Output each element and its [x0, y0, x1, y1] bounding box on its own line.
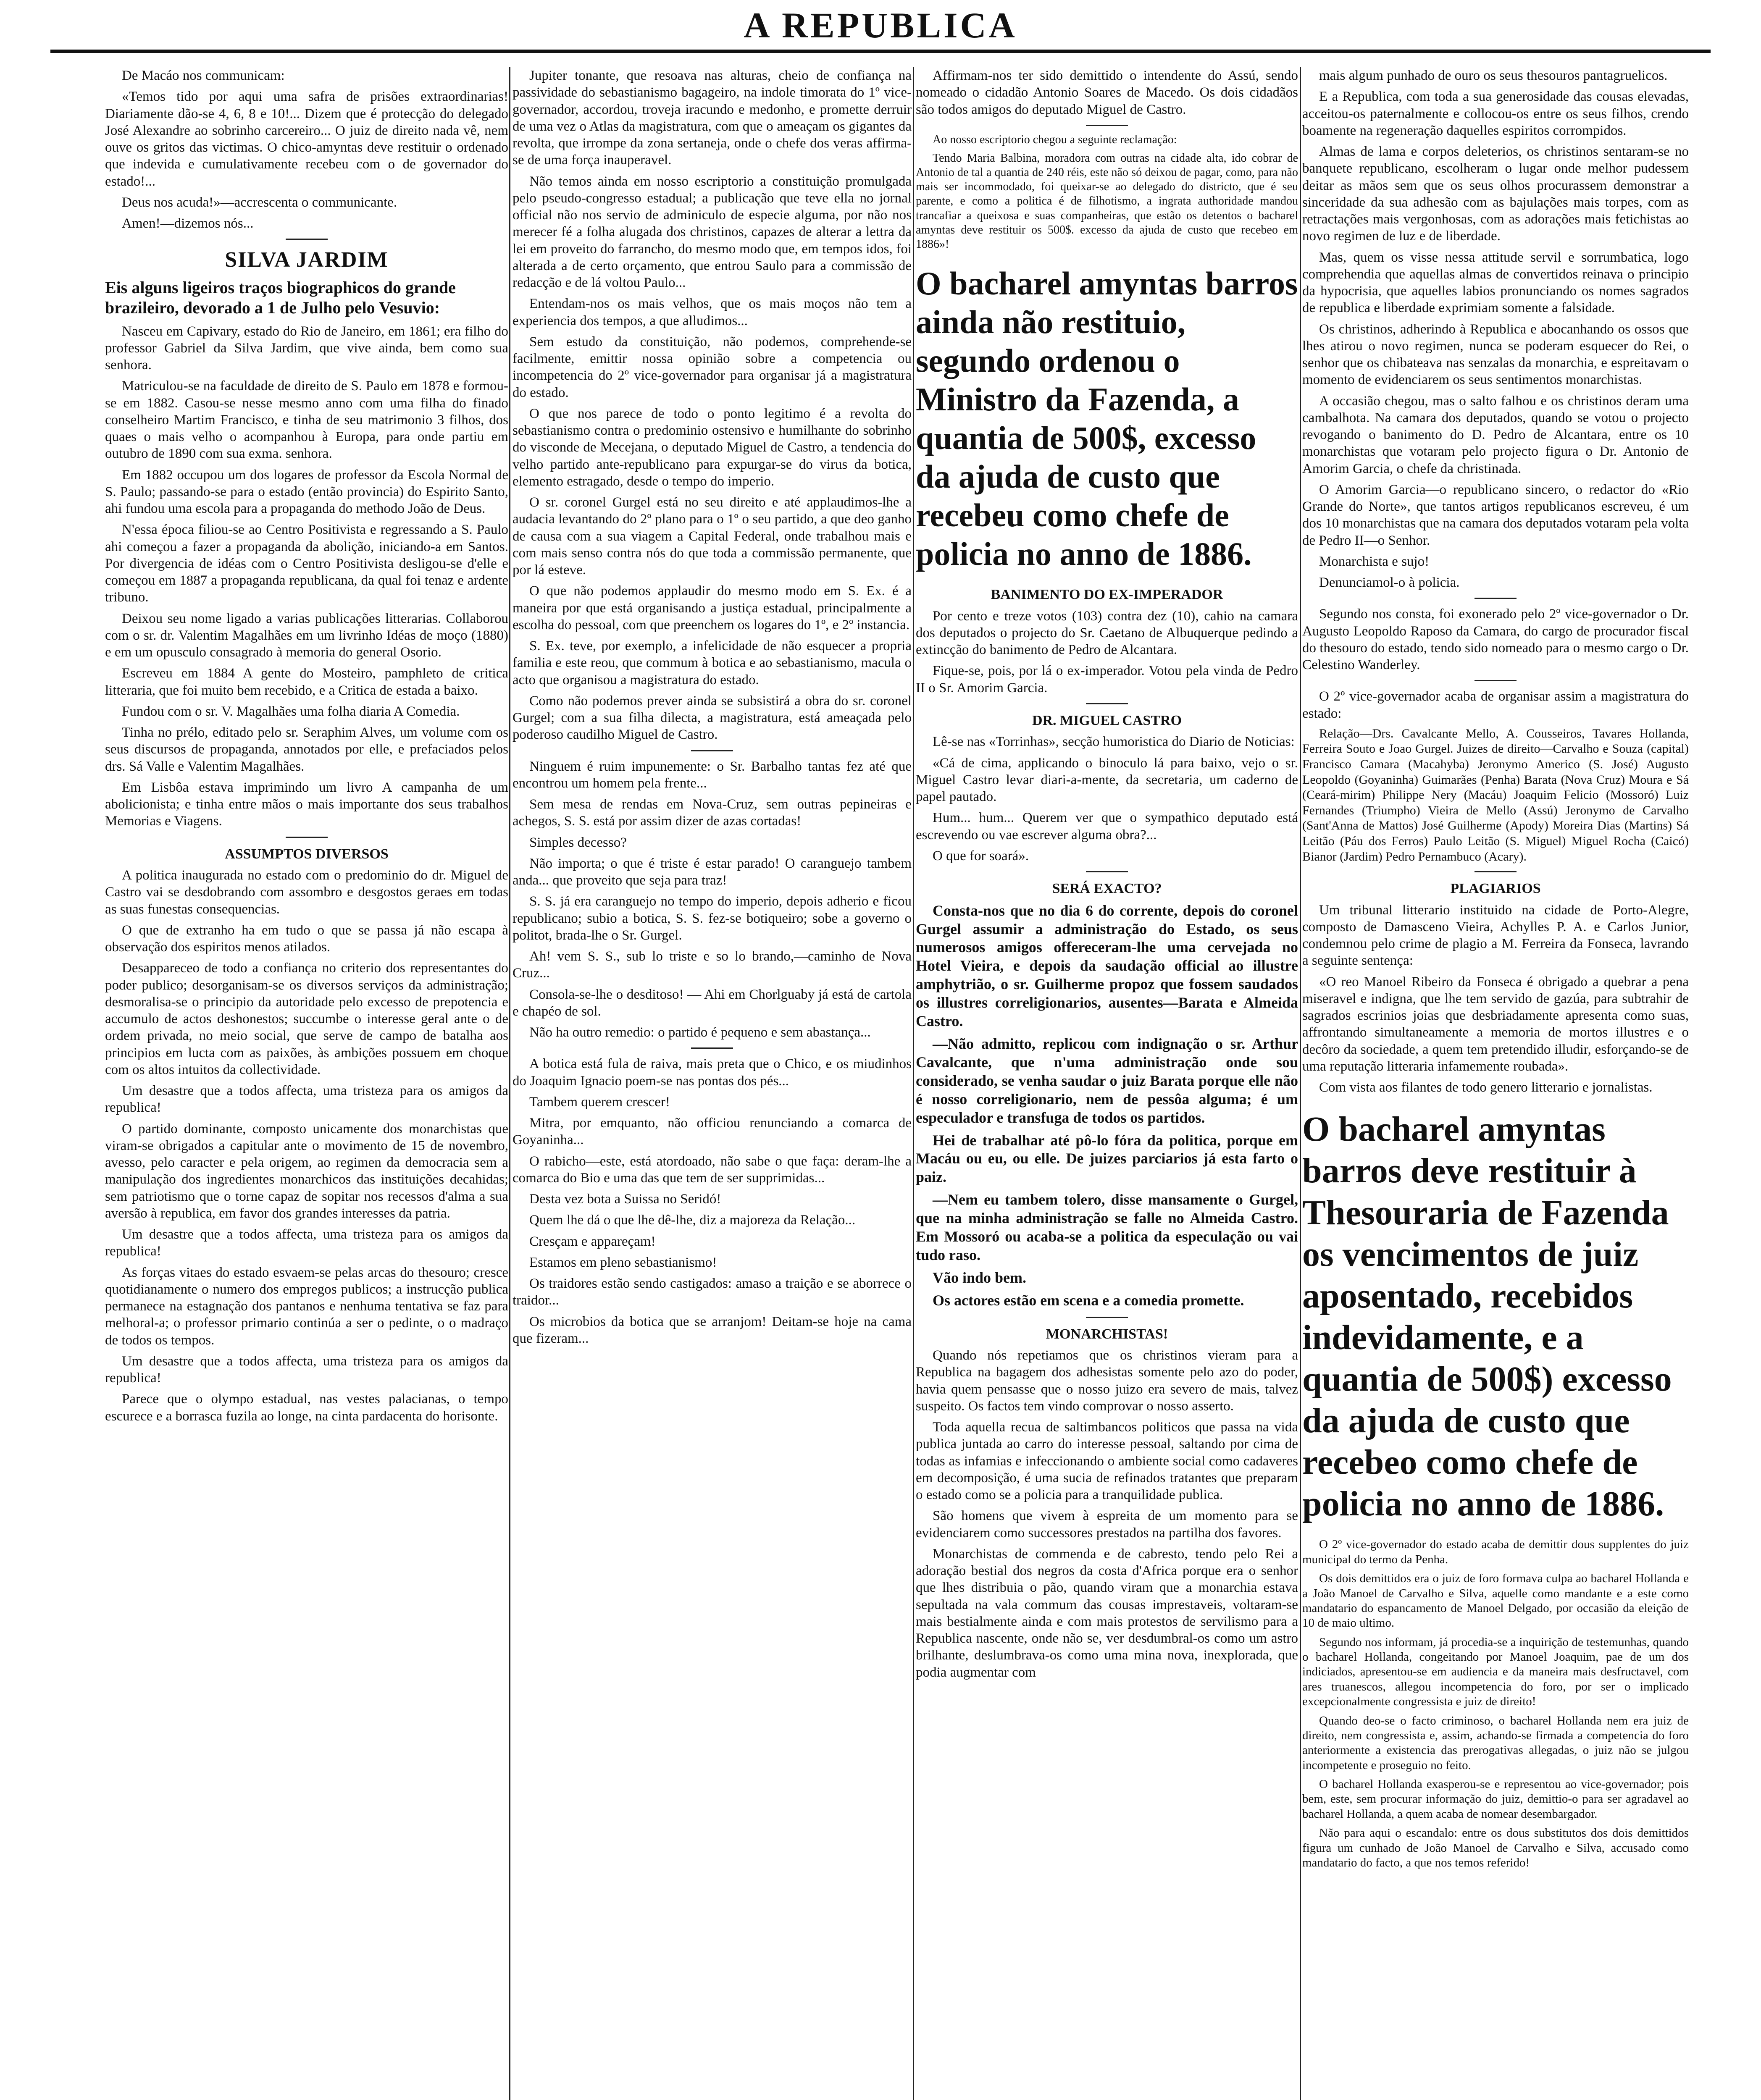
paragraph: Um desastre que a todos affecta, uma tristeza para os amigos da republica!: [105, 1227, 508, 1259]
divider: [286, 837, 328, 838]
divider: [1086, 871, 1128, 872]
paragraph: Segundo nos consta, foi exonerado pelo 2º vice-governador o Dr. Augusto Leopoldo Raposo da Camara, do cargo de procurador fiscal do thesouro do estado, tendo sido nomeado para o mesmo cargo o Dr. Celestino Wanderley.: [1302, 606, 1689, 672]
paragraph: Hei de trabalhar até pô-lo fóra da politica, porque em Macáu ou eu, ou elle. De juizes parciarios já esta farto o paiz.: [916, 1131, 1298, 1186]
paragraph: Parece que o olympo estadual, nas vestes palacianas, o tempo escurece e a borrasca fuzila ao longe, na cinta pardacenta do horisonte.: [105, 1391, 508, 1424]
paragraph: Deus nos acuda!»—accrescenta o communicante.: [122, 194, 397, 210]
paragraph: As forças vitaes do estado esvaem-se pelas arcas do thesouro; cresce quotidianamente o numero dos empregos publicos; a instrucção publica permanece na estagnação dos pantanos e nenhuma tentativa se faz para melhoral-a; o professor primario continúa a ser o pedinte, o o madraço de todos os tempos.: [105, 1265, 508, 1348]
masthead-rule: [50, 50, 1711, 53]
divider: [691, 1047, 733, 1049]
reclamacao-note: [916, 133, 1298, 252]
paragraph: E a Republica, com toda a sua generosidade das cousas elevadas, acceitou-os paternalmente e collocou-os entre os seus filhos, crendo boamente na regeneração daquelles espiritos corrompidos.: [1302, 89, 1689, 138]
paragraph: Lê-se nas «Torrinhas», secção humoristica do Diario de Noticias:: [933, 734, 1295, 750]
paragraph: mais algum punhado de ouro os seus thesouros pantagruelicos.: [1319, 68, 1668, 83]
paragraph: Monarchistas de commenda e de cabresto, tendo pelo Rei a adoração bestial dos negros da costa d'Africa porque era o senhor que lhes distribuia o pão, quando viram que a monarchia estava sepultada na vala commum das cousas imprestaveis, voltaram-se mais bestialmente ainda e com mais protestos de servilismo para a Republica nascente, onde não se, ver desdumbral-os como um astro brilhante, deslumbrava-os como uma mina nova, inexplorada, que podia augmentar com: [916, 1546, 1298, 1680]
divider: [1475, 680, 1517, 681]
paragraph: Os microbios da botica que se arranjom! Deitam-se hoje na cama que fizeram...: [513, 1314, 912, 1346]
paragraph: A occasião chegou, mas o salto falhou e os christinos deram uma cambalhota. Na camara dos deputados, quando se votou o projecto revogando o banimento do D. Pedro de Alcantara, entre os 10 monarchistas que votaram pelo projecto figura o Dr. Antonio de Amorim Garcia, o chefe da christinada.: [1302, 393, 1689, 476]
paragraph: Fundou com o sr. V. Magalhães uma folha diaria A Comedia.: [122, 704, 460, 719]
paragraph: N'essa época filiou-se ao Centro Positivista e regressando a S. Paulo ahi começou a fazer a propaganda da abolição, iniciando-a em Santos. Por divergencia de idéas com o Centro Positivista desligou-se d'elle e começou em 1887 a propaganda republicana, da qual foi tenaz e ardente tribuno.: [105, 522, 508, 605]
paragraph: «O reo Manoel Ribeiro da Fonseca é obrigado a quebrar a pena miseravel e indigna, que lhe tem servido de gazúa, para subtrahir de sagrados escrinios joias que desbriadamente apresenta como suas, affrontando simultaneamente a memoria de mortos illustres e o decôro da sociedade, a quem tem pretendido illudir, esforçando-se de uma reputação litteraria infamemente roubada».: [1302, 974, 1689, 1074]
paragraph: Os traidores estão sendo castigados: amaso a traição e se aborrece o traidor...: [513, 1276, 912, 1308]
paragraph: O rabicho—este, está atordoado, não sabe o que faça: deram-lhe a comarca do Bio e uma das que tem de ser supprimidas...: [513, 1153, 912, 1186]
paragraph: Sem mesa de rendas em Nova-Cruz, sem outras pepineiras e achegos, S. S. está por assim dizer de azas cortadas!: [513, 797, 912, 829]
paragraph: Simples decesso?: [529, 835, 627, 850]
paragraph: O que não podemos applaudir do mesmo modo em S. Ex. é a maneira por que está organisando a justiça estadual, principalmente a escolha do pessoal, com que preenchem os logares do 1º, e 2º instancia.: [513, 583, 912, 633]
paragraph: Não para aqui o escandalo: entre os dous substitutos dos dois demittidos figura um cunhado de João Manoel de Carvalho e Silva, accusado como mandatario do facto, a que nos temos referido!: [1302, 1826, 1689, 1869]
column-divider: [913, 67, 914, 2100]
paragraph: Um tribunal litterario instituido na cidade de Porto-Alegre, composto de Damasceno Vieira, Achylles P. A. e Carlos Junior, condemnou pelo crime de plagio a M. Ferreira da Fonseca, lavrando a seguinte sentença:: [1302, 902, 1689, 969]
paragraph: Não temos ainda em nosso escriptorio a constituição promulgada pelo pseudo-congresso estadual; a publicação que teve ella no jornal official não nos servio de adminiculo de especie alguma, por não nos merecer fé a folha alugada dos christinos, capazes de alterar a lettra da lei em proveito do farrancho, do mesmo modo que, em tempos idos, foi alterada a de certo orçamento, que entrou Saulo para a commissão de redacção e de lá voltou Paulo...: [513, 173, 912, 290]
column-3: [916, 67, 1298, 2100]
divider: [691, 750, 733, 751]
banimento-heading: BANIMENTO DO EX-IMPERADOR: [991, 587, 1223, 603]
paragraph: Fique-se, pois, por lá o ex-imperador. Votou pela vinda de Pedro II o Sr. Amorim Garcia.: [916, 663, 1298, 696]
paragraph: Tambem querem crescer!: [529, 1094, 670, 1110]
paragraph: Vão indo bem.: [933, 1269, 1027, 1286]
paragraph: Desappareceo de todo a confiança no criterio dos representantes do poder publico; desorganisam-se os diversos serviços da administração; desmoralisa-se o principio da autoridade pelo excesso de prepotencia e accumulo de actos deshonestos; succumbe o interesse geral ante o de ordem privada, no meio social, que serve de campo de batalha aos principios em lucta com as paixões, às ambições possuem em choque com os altos intuitos da collectividade.: [105, 961, 508, 1077]
paragraph: Entendam-nos os mais velhos, que os mais moços não tem a experiencia dos tempos, a que alludimos...: [513, 296, 912, 328]
paragraph: Tinha no prélo, editado pelo sr. Seraphim Alves, um volume com os seus discursos de propaganda, annotados por elle, e prefaciados pelos drs. Sá Valle e Valentim Magalhães.: [105, 725, 508, 774]
paragraph: Quem lhe dá o que lhe dê-lhe, diz a majoreza da Relação...: [529, 1213, 856, 1228]
miguel-castro-heading: DR. MIGUEL CASTRO: [1032, 712, 1182, 728]
paragraph: O Amorim Garcia—o republicano sincero, o redactor do «Rio Grande do Norte», que tantos artigos republicanos escreveu, é um dos 10 monarchistas que na camara dos deputados votaram pela volta de Pedro II—o Senhor.: [1302, 482, 1689, 548]
paragraph: S. Ex. teve, por exemplo, a infelicidade de não esquecer a propria familia e este reou, que commum à botica e ao sebastianismo, macula o acto que organisou a magistratura do estado.: [513, 638, 912, 688]
paragraph: Um desastre que a todos affecta, uma tristeza para os amigos da republica!: [105, 1083, 508, 1116]
monarchistas-heading: MONARCHISTAS!: [1046, 1326, 1168, 1342]
column-divider: [509, 67, 510, 2100]
macao-note: [105, 67, 508, 232]
paragraph: Por cento e treze votos (103) contra dez (10), cahio na camara dos deputados o projecto do Sr. Caetano de Albuquerque pedindo a extincção do banimento de Pedro de Alcantara.: [916, 608, 1298, 658]
paragraph: Toda aquella recua de saltimbancos politicos que passa na vida publica juntada ao carro do interesse pessoal, saltando por cima de todas as infamias e infeccionando o ambiente social como cadaveres em decomposição, é uma sucia de refinados tratantes que preparam o estado como se a policia para a tranquilidade publica.: [916, 1420, 1298, 1503]
paragraph: S. S. já era caranguejo no tempo do imperio, depois adherio e ficou republicano; subio a botica, S. S. fez-se botiqueiro; sobe a governo o politot, brada-lhe o Sr. Gurgel.: [513, 894, 912, 943]
newspaper-title: A REPUBLICA: [744, 5, 1017, 45]
paragraph: Em 1882 occupou um dos logares de professor da Escola Normal de S. Paulo; passando-se para o estado (então provincia) do Espirito Santo, ahi fundou uma escola para a propaganda do methodo João de Deus.: [105, 467, 508, 517]
assumptos-article: [105, 867, 508, 1425]
paragraph: Cresçam e appareçam!: [529, 1234, 656, 1249]
masthead: [0, 0, 1761, 63]
paragraph: A botica está fula de raiva, mais preta que o Chico, e os miudinhos do Joaquim Ignacio poem-se nas pontas dos pés...: [513, 1056, 912, 1089]
paragraph: Affirmam-nos ter sido demittido o intendente do Assú, sendo nomeado o cidadão Antonio Soares de Macedo. Os dois cidadãos são todos amigos do deputado Miguel de Castro.: [916, 68, 1298, 117]
paragraph: Ao nosso escriptorio chegou a seguinte reclamação:: [933, 133, 1177, 146]
paragraph: Matriculou-se na faculdade de direito de S. Paulo em 1878 e formou-se em 1882. Casou-se nesse mesmo anno com uma filha do finado conselheiro Martim Francisco, e tinha de seu matrimonio 3 filhos, dos quaes o mais velho o acompanhou à Europa, para onde partiu em outubro de 1890 com sua exma. senhora.: [105, 378, 508, 462]
paragraph: Não ha outro remedio: o partido é pequeno e sem abastança...: [529, 1025, 871, 1040]
paragraph: Escreveu em 1884 A gente do Mosteiro, pamphleto de critica litteraria, que foi muito bem recebido, e a Critica de estada a baixo.: [105, 666, 508, 698]
paragraph: Os christinos, adherindo à Republica e abocanhando os ossos que lhes atirou o novo regimen, nunca se poderam esquecer do Rei, o senhor que os chibateava nas senzalas da monarchia, e espreitavam o momento de evidenciarem os seus sentimentos monarchistas.: [1302, 321, 1689, 388]
paragraph: Desta vez bota a Suissa no Seridó!: [529, 1192, 721, 1207]
paragraph: O partido dominante, composto unicamente dos monarchistas que viram-se obrigados a capitular ante o movimento de 15 de novembro, avesso, pelo caracter e pela origem, ao regimen da democracia sem a manipulação dos ingredientes monarchicos das instituições decahidas; sem patriotismo que o torne capaz de sopitar nos recessos d'alma a sua aversão à republica, em favor dos grandes interesses da patria.: [105, 1121, 508, 1221]
paragraph: Os actores estão em scena e a comedia promette.: [933, 1292, 1244, 1309]
paragraph: —Nem eu tambem tolero, disse mansamente o Gurgel, que na minha administração se falle no Almeida Castro. Em Mossoró ou acaba-se a politica da especulação ou vai tudo raso.: [916, 1191, 1298, 1263]
paragraph: «Cá de cima, applicando o binoculo lá para baixo, vejo o sr. Miguel Castro levar diari-a-mente, da secretaria, um caderno de papel pautado.: [916, 755, 1298, 805]
paragraph: O 2º vice-governador do estado acaba de demittir dous supplentes do juiz municipal do termo da Penha.: [1302, 1538, 1689, 1566]
paragraph: A politica inaugurada no estado com o predominio do dr. Miguel de Castro vai se desdobrando com assombro e desgostos geraes em todas as suas funestas consequencias.: [105, 868, 508, 917]
paragraph: Jupiter tonante, que resoava nas alturas, cheio de confiança na passividade do sebastianismo bagageiro, na indole timorata do 1º vice-governador, accordou, troveja iracundo e medonho, e promette derruir de uma vez o Atlas da magistratura, com que o ameaçam os gigantes da revolta, que irrompe da zona sertaneja, onde o chefe dos veras affirma-se de uma força inauperavel.: [513, 68, 912, 168]
magistratura-article: [513, 67, 912, 743]
paragraph: Os dois demittidos era o juiz de foro formava culpa ao bacharel Hollanda e a João Manoel de Carvalho e Silva, aquelle como mandante e a este como mandatario do espancamento de Manoel Delgado, por occasião da eleição de 10 de maio ultimo.: [1302, 1572, 1689, 1630]
paragraph: São homens que vivem à espreita de um momento para se evidenciarem como successores prestados na partilha dos favores.: [916, 1508, 1298, 1541]
paragraph: O sr. coronel Gurgel está no seu direito e até applaudimos-lhe a audacia levantando do 2º plano para o 1º o seu partido, a que deo ganho de causa com a sua viagem a Capital Federal, onde trabalhou mais e com mais senso contra nós do que toda a commissão permanente, que por lá esteve.: [513, 495, 912, 578]
paragraph: Almas de lama e corpos deleterios, os christinos sentaram-se no banquete republicano, escolheram o lugar onde melhor pudessem deitar as mãos sem que os seus olhos procurassem demonstrar a sinceridade da sua adhesão com as bajulações mais torpes, com as retractações mais vergonhosas, com as adorações mais fetichistas ao novo regimen de luz e de liberdade.: [1302, 144, 1689, 244]
column-divider: [1300, 67, 1301, 2100]
paragraph: Amen!—dizemos nós...: [122, 216, 254, 231]
paragraph: Mas, quem os visse nessa attitude servil e sorrumbatica, logo comprehendia que aquellas almas de convertidos reinava o principio da hypocrisia, que aquelles labios pronunciando os nomes sagrados de republica e liberdade exprimiam somente a falsidade.: [1302, 249, 1689, 316]
sera-exacto-article: [916, 902, 1298, 1310]
paragraph: Ah! vem S. S., sub lo triste e so lo brando,—caminho de Nova Cruz...: [513, 949, 912, 981]
paragraph: Quando deo-se o facto criminoso, o bacharel Hollanda nem era juiz de direito, nem congressista e, assim, achando-se firmada a competencia do foro anteriormente a existencia das prerogativas allegadas, o juiz não se julgou incompetente e proseguio no feito.: [1302, 1714, 1689, 1772]
silva-jardim-subtitle: Eis alguns ligeiros traços biographicos do grande brazileiro, devorado a 1 de Julho pelo Vesuvio:: [105, 278, 456, 317]
paragraph: Deixou seu nome ligado a varias publicações litterarias. Collaborou com o sr. dr. Valentim Magalhães em um livrinho Idéas de moço (1880) e em um opusculo consagrado à memoria do general Osorio.: [105, 611, 508, 660]
divider: [1086, 703, 1128, 704]
monarchistas-continuation: [1302, 67, 1689, 591]
column-4: [1302, 67, 1689, 2100]
barbalho-article: [513, 758, 912, 1041]
paragraph: Ninguem é ruim impunemente: o Sr. Barbalho tantas fez até que encontrou um homem pela frente...: [513, 759, 912, 791]
paragraph: Mitra, por emquanto, não officiou renunciando a comarca de Goyaninha...: [513, 1116, 912, 1148]
assumptos-heading: ASSUMPTOS DIVERSOS: [225, 846, 389, 862]
paragraph: Quando nós repetiamos que os christinos vieram para a Republica na bagagem dos adhesistas somente pelo azo do poder, havia quem pensasse que o nosso juizo era severo de mais, talvez suspeito. Os factos tem vindo comprovar o nosso asserto.: [916, 1348, 1298, 1414]
paragraph: Denunciamol-o à policia.: [1319, 575, 1460, 590]
paragraph: O que nos parece de todo o ponto legitimo é a revolta do sebastianismo contra o predominio ostensivo e humilhante do sobrinho do visconde de Mecejana, o deputado Miguel de Castro, a tendencia do velho partido ante-republicano para expurgar-se do virus da botica, elemento estragado, desde o tempo do imperio.: [513, 406, 912, 489]
column-2: [513, 67, 912, 2100]
amyntas-headline: O bacharel amyntas barros ainda não restituio, segundo ordenou o Ministro da Fazenda, a quantia de 500$, excesso da ajuda de custo que recebeu como chefe de policia no anno de 1886.: [916, 265, 1298, 572]
silva-jardim-heading: SILVA JARDIM: [225, 248, 389, 272]
column-1: [105, 67, 508, 2100]
paragraph: Como não podemos prever ainda se subsistirá a obra do sr. coronel Gurgel; com a sua filha dilecta, a magistratura, está ameaçada pelo poderoso caudilho Miguel de Castro.: [513, 693, 912, 743]
amyntas-restituir-headline: O bacharel amyntas barros deve restituir à Thesouraria de Fazenda os vencimentos de juiz aposentado, recebidos indevidamente, e a quantia de 500$) excesso da ajuda de custo que recebeo como chefe de policia no anno de 1886.: [1302, 1110, 1672, 1524]
plagiarios-heading: PLAGIARIOS: [1450, 881, 1541, 897]
paragraph: Consola-se-lhe o desditoso! — Ahi em Chorlguaby já está de cartola e chapéo de sol.: [513, 987, 912, 1019]
paragraph: —Não admitto, replicou com indignação o sr. Arthur Cavalcante, que n'uma administração onde sou considerado, se venha saudar o juiz Barata porque elle não é nosso correligionario, nem de pessôa alguma; é um especulador e transfuga de todos os partidos.: [916, 1035, 1298, 1126]
paragraph: Tendo Maria Balbina, moradora com outras na cidade alta, ido cobrar de Antonio de tal a quantia de 240 réis, este não só deixou de pagar, como, para não mais ser incommodado, foi queixar-se ao delegado do districto, que é seu parente, e como a politica é de filhotismo, a ingrata authoridade mandou trancafiar a queixosa e suas companheiras, que estão os detentos o bacharel amyntas deve restituir os 500$. excesso da ajuda de custo que recebeo em 1886»!: [916, 151, 1298, 251]
paragraph: «Temos tido por aqui uma safra de prisões extraordinarias! Diariamente dão-se 4, 6, 8 e 10!... Dizem que é protecção do delegado José Alexandre ao sobrinho carcereiro... O juiz de direito nada vê, nem ouve os gritos das victimas. O chico-amyntas deve restituir o ordenado que indevida e cumulativamente recebeu com o de governador do estado!...: [105, 89, 508, 189]
paragraph: Estamos em pleno sebastianismo!: [529, 1255, 717, 1270]
paragraph: O 2º vice-governador acaba de organisar assim a magistratura do estado:: [1302, 689, 1689, 721]
paragraph: Um desastre que a todos affecta, uma tristeza para os amigos da republica!: [105, 1353, 508, 1386]
silva-jardim-article: [105, 323, 508, 830]
paragraph: O que de extranho ha em tudo o que se passa já não escapa à observação dos espiritos menos atilados.: [105, 922, 508, 955]
paragraph: De Macáo nos communicam:: [122, 68, 285, 83]
botica-article: [513, 1055, 912, 1347]
divider: [1475, 598, 1517, 599]
paragraph: Sem estudo da constituição, não podemos, comprehende-se facilmente, emittir nossa opinião sobre a competencia ou incompetencia do 2º vice-governador para organisar já a magistratura do estado.: [513, 334, 912, 400]
paragraph: Consta-nos que no dia 6 do corrente, depois do coronel Gurgel assumir a administração do Estado, os seus numerosos amigos offereceram-lhe uma cervejada no Hotel Vieira, e depois da saudação official ao illustre amphytrião, o sr. Guilherme propoz que fossem saudados os illustres correligionarios, ausentes—Barata e Almeida Castro.: [916, 902, 1298, 1030]
sera-exacto-heading: SERÁ EXACTO?: [1052, 881, 1162, 897]
divider: [1086, 1317, 1128, 1318]
paragraph: Hum... hum... Querem ver que o sympathico deputado está escrevendo ou vae escrever alguma obra?...: [916, 810, 1298, 843]
paragraph: Com vista aos filantes de todo genero litterario e jornalistas.: [1319, 1080, 1653, 1095]
paragraph: Relação—Drs. Cavalcante Mello, A. Cousseiros, Tavares Hollanda, Ferreira Souto e Joao Gurgel. Juizes de direito—Carvalho e Souza (capital) Francisco Camara (Macahyba) Jeronymo Americo (S. José) Augusto Leopoldo (Goyaninha) Guimarães (Penha) Barata (Nova Cruz) Moura e Sá (Ceará-mirim) Philippe Nery (Macáu) Joaquim Felicio (Mossoró) Luiz Fernandes (Triumpho) Vieira de Mello (Assú) Jeronymo de Carvalho (Sant'Anna de Mattos) José Guilherme (Apody) Moreira Dias (Martins) Sá Leitão (Páu dos Ferros) Paulo Leitão (S. Miguel) Miguel Rocha (Caicó) Bianor (Jardim) Pedro Pernambuco (Acary).: [1302, 726, 1689, 864]
divider: [1475, 871, 1517, 872]
divider: [1086, 125, 1128, 126]
paragraph: Segundo nos informam, já procedia-se a inquirição de testemunhas, quando o bacharel Hollanda, congeitando por Manoel Joaquim, pae de um dos indiciados, apresentou-se em audiencia e da maneira mais desfructavel, com ares truanescos, allegou incompetencia do foro, por ser o implicado excepcionalmente congressista e juiz de direito!: [1302, 1635, 1689, 1709]
paragraph: Não importa; o que é triste é estar parado! O caranguejo tambem anda... que proveito que seja para traz!: [513, 856, 912, 888]
paragraph: Em Lisbôa estava imprimindo um livro A campanha de um abolicionista; e tinha entre mãos o mais importante dos seus trabalhos Memorias e Viagens.: [105, 780, 508, 829]
paragraph: Nasceu em Capivary, estado do Rio de Janeiro, em 1861; era filho do professor Gabriel da Silva Jardim, que vive ainda, bem como sua senhora.: [105, 323, 508, 373]
paragraph: O bacharel Hollanda exasperou-se e representou ao vice-governador; pois bem, este, sem procurar informação do juiz, demittio-o para ser agradavel ao bacharel Hollanda, a quem acaba de nomear desembargador.: [1302, 1777, 1689, 1821]
divider: [286, 239, 328, 240]
paragraph: Monarchista e sujo!: [1319, 554, 1430, 569]
paragraph: O que for soará».: [933, 848, 1029, 864]
penha-article: [1302, 1537, 1689, 1870]
